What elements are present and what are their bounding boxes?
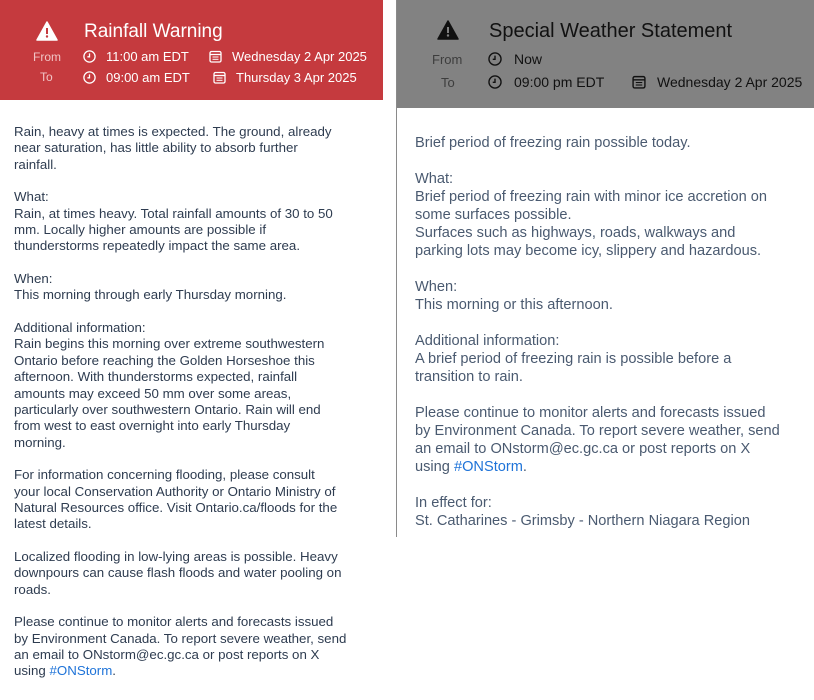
clock-icon — [488, 75, 502, 89]
onstorm-hashtag-link[interactable]: #ONStorm — [453, 459, 523, 475]
description-text: Rain, heavy at times is expected. The ground, already near saturation, has little ability to absorb further rainfall. What: Rain, at times heavy. Total rainfall amounts of 30 to 50 mm. Locally higher amounts are possible if thunderstorms repeatedly impact the same area. When: This morning through early Thursday morning. Additional information: Rain begins this morning over extreme southwestern Ontario before reaching the Golden Horseshoe this afternoon. With thunderstorms expected, rainfall amounts may exceed 50 mm over some areas, particularly over southwestern Ontario. Rain will end from west to east overnight into early Thursday morning. For information concerning flooding, please consult your local Conservation Authority or Ontario Ministry of Natural Resources office. Visit Ontario.ca/floods for the latest details. Localized flooding in low-lying areas is possible. Heavy downpours can cause flash floods and water pooling on roads. Please continue to monitor alerts and forecasts issued by Environment Canada. To report severe weather, send an email to ONstorm@ec.gc.ca or post reports on X using — [14, 124, 347, 679]
alert-title: Rainfall Warning — [84, 21, 223, 42]
onstorm-hashtag-link[interactable]: #ONStorm — [49, 663, 113, 679]
alert-description — [14, 124, 376, 680]
clock-icon — [488, 52, 502, 66]
warning-triangle-icon — [437, 20, 459, 40]
from-label: From — [432, 52, 463, 67]
description-period: . — [522, 459, 527, 475]
special-weather-statement-header — [397, 0, 814, 108]
from-time: Now — [514, 51, 543, 67]
clock-icon — [83, 71, 96, 84]
to-label: To — [441, 75, 455, 90]
to-label: To — [40, 70, 53, 84]
alert-description — [415, 134, 811, 530]
warning-triangle-icon — [36, 21, 58, 41]
from-label: From — [33, 50, 61, 64]
from-date: Wednesday 2 Apr 2025 — [232, 49, 367, 64]
to-date: Thursday 3 Apr 2025 — [236, 70, 357, 85]
from-time: 11:00 am EDT — [106, 49, 189, 64]
to-time: 09:00 pm EDT — [514, 74, 605, 90]
calendar-icon — [213, 71, 226, 84]
alert-title: Special Weather Statement — [489, 20, 733, 42]
special-weather-statement-panel — [397, 0, 814, 537]
calendar-icon — [632, 75, 646, 89]
description-period: . — [112, 663, 116, 679]
clock-icon — [83, 50, 96, 63]
in-effect-section: In effect for: St. Catharines - Grimsby - Northern Niagara Region — [415, 495, 750, 529]
to-time: 09:00 am EDT — [106, 70, 190, 85]
to-date: Wednesday 2 Apr 2025 — [657, 74, 803, 90]
rainfall-warning-panel — [0, 0, 383, 700]
rainfall-warning-header — [0, 0, 383, 100]
calendar-icon — [209, 50, 222, 63]
description-text: Brief period of freezing rain possible today. What: Brief period of freezing rain with minor ice accretion on some surfaces possible. Surfaces such as highways, roads, walkways and parking lots may become icy, slippery and hazardous. When: This morning or this afternoon. Additional information: A brief period of freezing rain is possible before a transition to rain. Please continue to monitor alerts and forecasts issued by Environment Canada. To report severe weather, send an email to ONstorm@ec.gc.ca or post reports on X using — [415, 135, 780, 475]
